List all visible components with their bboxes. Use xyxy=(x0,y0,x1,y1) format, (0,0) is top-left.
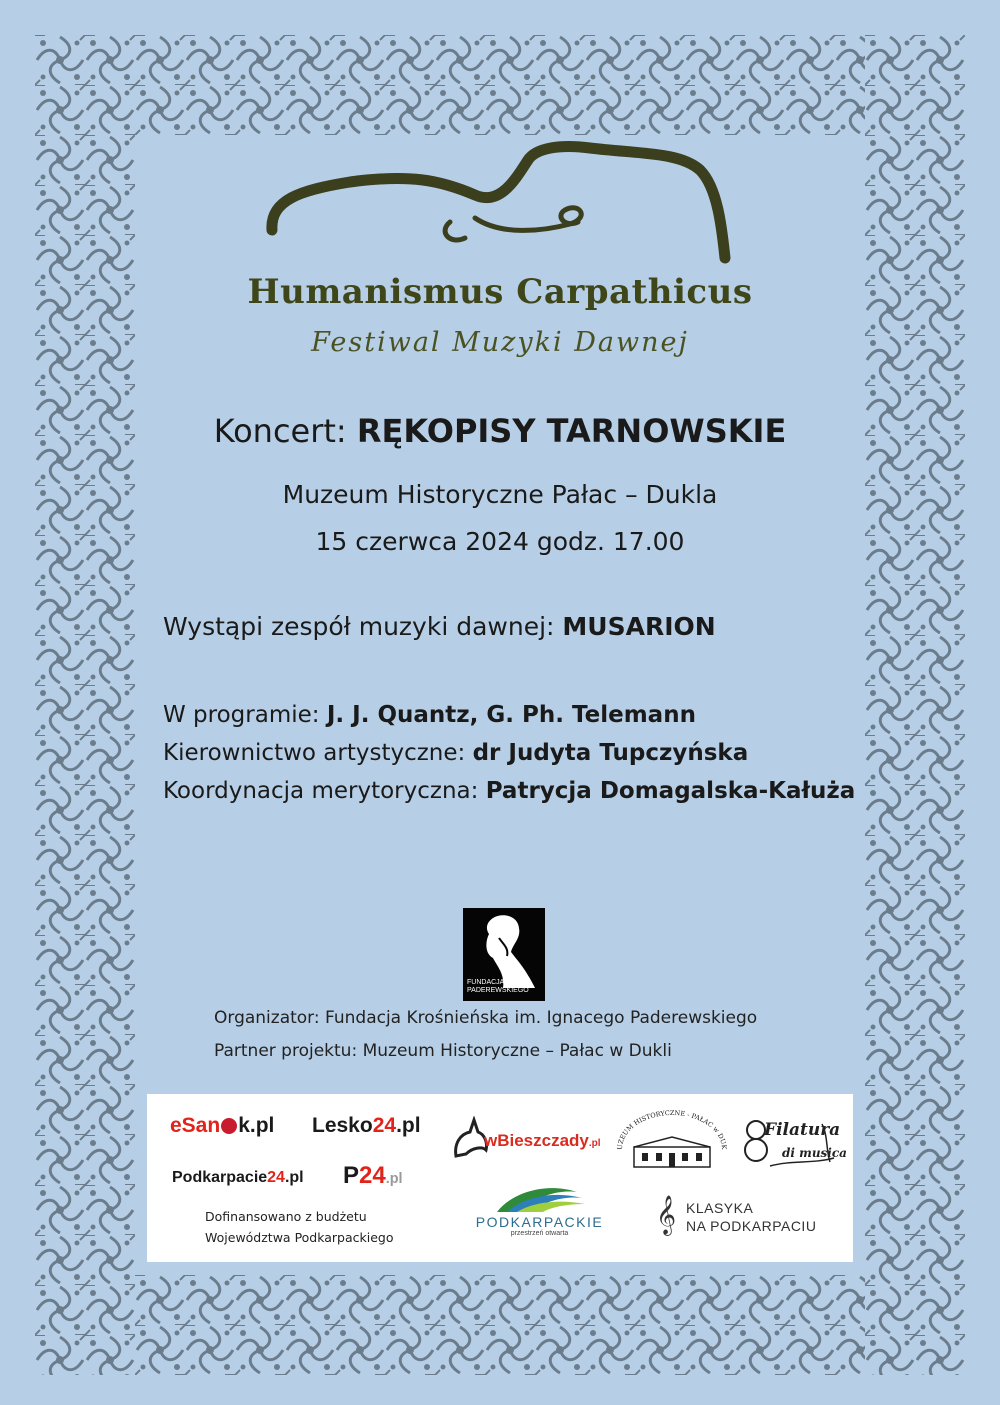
partner-text: Partner projektu: Muzeum Historyczne – Pałac w Dukli xyxy=(214,1041,672,1061)
organizer-text: Organizator: Fundacja Krośnieńska im. Ignacego Paderewskiego xyxy=(214,1008,758,1028)
esanok-logo: eSan k.pl xyxy=(170,1114,275,1137)
lesko24-logo: Lesko24.pl xyxy=(312,1114,421,1137)
klasyka-na-podkarpaciu-logo: 𝄞 KLASYKA NA PODKARPACIU xyxy=(656,1195,817,1235)
program-label: W programie: xyxy=(163,702,320,728)
concert-title: RĘKOPISY TARNOWSKIE xyxy=(356,412,787,450)
sponsor-logos-panel xyxy=(147,1094,853,1262)
concert-venue: Muzeum Historyczne Pałac – Dukla xyxy=(282,480,718,509)
ornamental-border-left xyxy=(35,35,135,1375)
funding-note: Dofinansowano z budżetu Województwa Podkarpackiego xyxy=(205,1209,394,1245)
performers-label: Wystąpi zespół muzyki dawnej: xyxy=(163,612,555,641)
p24-logo: P24.pl xyxy=(343,1162,403,1189)
festival-subtitle: Festiwal Muzyki Dawnej xyxy=(311,327,689,358)
concert-heading xyxy=(0,412,1000,450)
direction-value: dr Judyta Tupczyńska xyxy=(472,740,749,766)
podkarpackie-logo: PODKARPACKIE przestrzeń otwarta xyxy=(467,1182,612,1242)
program-line xyxy=(163,702,696,728)
concert-date: 15 czerwca 2024 godz. 17.00 xyxy=(315,527,685,556)
museum-dukla-logo xyxy=(612,1109,732,1174)
ornamental-border-bottom xyxy=(35,1275,965,1375)
concert-prefix: Koncert: xyxy=(213,412,347,450)
svg-text:MUZEUM HISTORYCZNE - PAŁAC w D: UZEUM HISTORYCZNE - PAŁAC w DUK xyxy=(615,1109,729,1151)
coordination-line xyxy=(163,778,855,804)
podkarpacie24-logo: Podkarpacie24.pl xyxy=(172,1169,304,1186)
filatura-di-musica-logo: Filatura di musica xyxy=(742,1116,842,1178)
ornamental-border-top xyxy=(35,35,965,135)
performers-value: MUSARION xyxy=(562,612,716,641)
treble-clef-icon: 𝄞 xyxy=(656,1195,677,1235)
performers-line xyxy=(163,612,716,641)
wbieszczady-logo: wBieszczady.pl xyxy=(452,1116,582,1166)
rose-icon xyxy=(221,1118,237,1134)
direction-label: Kierownictwo artystyczne: xyxy=(163,740,466,766)
ornamental-border-right xyxy=(865,35,965,1375)
fundacja-paderewskiego-logo: FUNDACJA PADEREWSKIEGO xyxy=(463,908,545,1001)
coordination-label: Koordynacja merytoryczna: xyxy=(163,778,479,804)
violin-outline-logo xyxy=(260,140,740,270)
direction-line xyxy=(163,740,748,766)
program-value: J. J. Quantz, G. Ph. Telemann xyxy=(326,702,696,728)
festival-title: Humanismus Carpathicus xyxy=(247,272,753,312)
coordination-value: Patrycja Domagalska-Kałuża xyxy=(485,778,856,804)
